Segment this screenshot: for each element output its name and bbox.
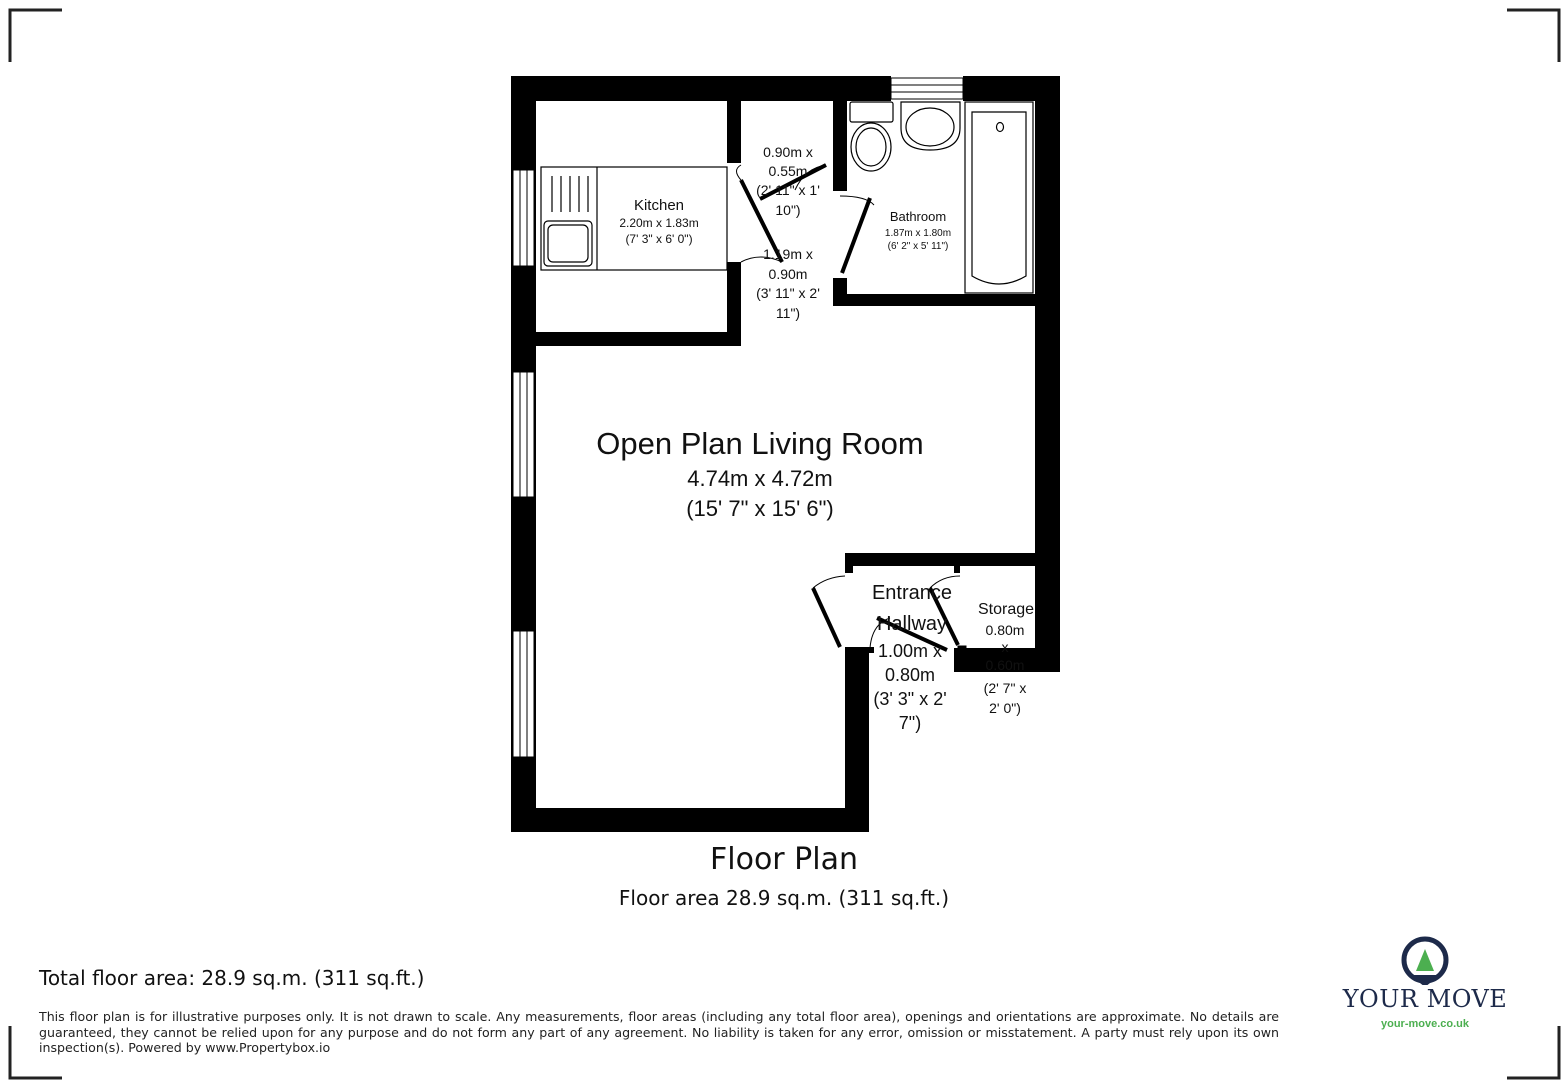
closet-top-size-4: 10") [775, 202, 801, 218]
kitchen-size-ft: (7' 3" x 6' 0") [625, 232, 693, 246]
bathtub-icon [965, 102, 1033, 293]
logo-url: your-move.co.uk [1380, 1018, 1470, 1030]
storage-size-3: 0.60m [985, 657, 1025, 673]
living-room-size-m: 4.74m x 4.72m [687, 466, 833, 491]
your-move-logo [1340, 935, 1510, 1035]
hallway-size-3: (3' 3" x 2' [873, 689, 947, 709]
living-room-name: Open Plan Living Room [596, 426, 924, 461]
closet-top-size-3: (2' 11" x 1' [756, 182, 820, 198]
closet-mid-size-4: 11") [775, 305, 801, 321]
toilet-icon [850, 102, 893, 171]
sink-icon [544, 176, 592, 266]
storage-size-5: 2' 0") [989, 700, 1021, 716]
kitchen-size-m: 2.20m x 1.83m [619, 216, 699, 230]
closet-mid-size-3: (3' 11" x 2' [756, 285, 820, 301]
pin-icon [1340, 935, 1510, 985]
storage-name: Storage [977, 601, 1035, 618]
kitchen-name: Kitchen [633, 197, 685, 214]
basin-icon [901, 102, 960, 150]
living-room-size-ft: (15' 7" x 15' 6") [686, 496, 834, 521]
bathroom-size-m: 1.87m x 1.80m [884, 228, 952, 239]
closet-mid-size-2: 0.90m [768, 266, 808, 282]
storage-size-2: x [1001, 639, 1009, 655]
disclaimer: This floor plan is for illustrative purposes only. It is not drawn to scale. Any measurements, floor areas (including any total floor area), openings and orientations are approximate. No details are guaranteed, they cannot be relied upon for any purpose and do not form any part of any agreement. No liability is taken for any error, omission or misstatement. A party must rely upon its own inspection(s). Powered by www.Propertybox.io [39, 1009, 1279, 1055]
storage-size: 0.80m [985, 622, 1025, 638]
plan-title: Floor Plan [710, 842, 858, 877]
plan-floor-area: Floor area 28.9 sq.m. (311 sq.ft.) [618, 886, 950, 910]
hallway-name-2: Hallway [876, 613, 948, 635]
bathroom-size-ft: (6' 2" x 5' 11") [887, 241, 949, 252]
total-floor-area: Total floor area: 28.9 sq.m. (311 sq.ft.) [39, 966, 425, 990]
logo-name: YOUR MOVE [1342, 985, 1508, 1013]
hallway-name: Entrance [871, 582, 953, 604]
hallway-size: 1.00m x [877, 641, 943, 661]
bathroom-name: Bathroom [889, 209, 947, 224]
closet-top-size-2: 0.55m [768, 163, 808, 179]
hallway-size-2: 0.80m [884, 665, 936, 685]
hallway-size-4: 7") [898, 713, 922, 733]
room-labels [596, 144, 1034, 733]
closet-top-size: 0.90m x [763, 144, 813, 160]
storage-size-4: (2' 7" x [983, 680, 1027, 696]
closet-mid-size: 1.19m x [763, 246, 813, 262]
